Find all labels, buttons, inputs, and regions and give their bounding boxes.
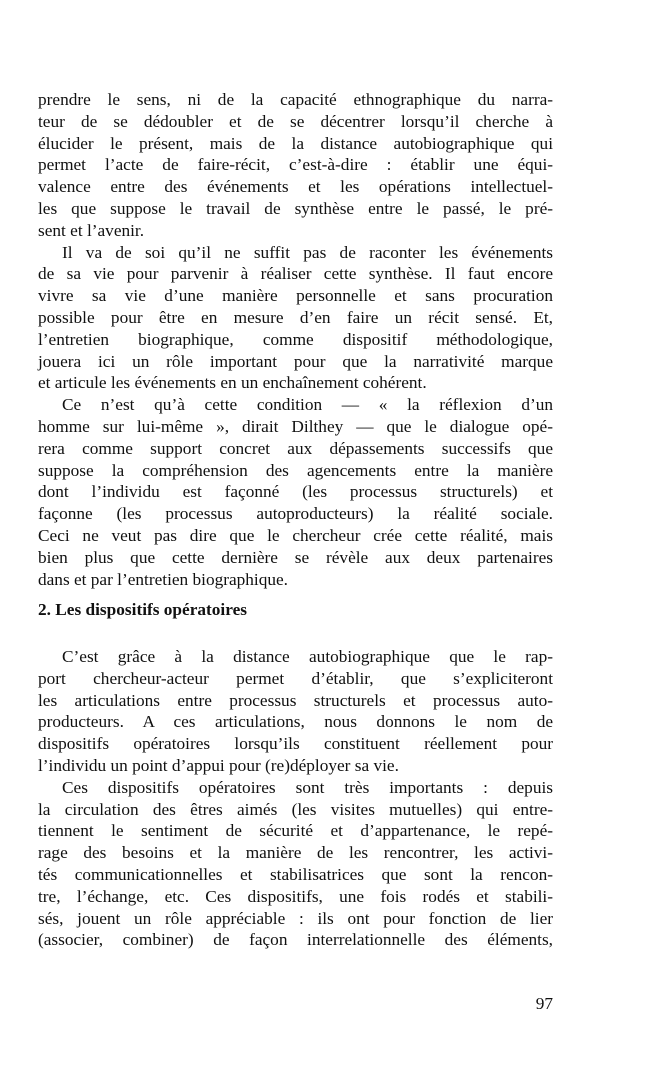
paragraph	[38, 394, 553, 590]
text-line: sent et l’avenir.	[38, 220, 145, 240]
text-line: suppose la compréhension des agencements entre la manière	[38, 460, 553, 480]
text-line: Ceci ne veut pas dire que le chercheur crée cette réalité, mais	[38, 525, 553, 545]
text-line: prendre le sens, ni de la capacité ethnographique du narra-	[38, 90, 553, 109]
paragraph	[38, 89, 553, 242]
text-line: bien plus que cette dernière se révèle aux deux partenaires	[38, 547, 553, 567]
text-line: possible pour être en mesure d’en faire un récit sensé. Et,	[38, 307, 553, 327]
text-line: Ce n’est qu’à cette condition — « la réflexion d’un	[62, 395, 553, 415]
text-line: port chercheur-acteur permet d’établir, que s’expliciteront	[38, 668, 553, 688]
section-heading: 2. Les dispositifs opératoires	[38, 600, 247, 619]
page-number: 97	[535, 994, 553, 1013]
text-line: valence entre des événements et les opérations intellectuel-	[38, 177, 553, 197]
text-line: élucider le présent, mais de la distance autobiographique qui	[38, 133, 553, 153]
text-line: les que suppose le travail de synthèse entre le passé, le pré-	[38, 198, 553, 218]
text-line: de sa vie pour parvenir à réaliser cette synthèse. Il faut encore	[38, 264, 553, 284]
text-line: Il va de soi qu’il ne suffit pas de raconter les événements	[62, 242, 553, 262]
paragraph	[38, 242, 553, 395]
paragraph	[38, 777, 553, 951]
text-line: homme sur lui-même », dirait Dilthey — que le dialogue opé-	[38, 416, 553, 436]
text-line: vivre sa vie d’une manière personnelle et sans procuration	[38, 286, 553, 306]
text-line: rage des besoins et la manière de les rencontrer, les activi-	[38, 843, 553, 863]
text-line: et articule les événements en un enchaînement cohérent.	[38, 373, 427, 393]
text-line: dispositifs opératoires lorsqu’ils constituent réellement pour	[38, 734, 553, 754]
paragraph	[38, 646, 553, 777]
text-line: dont l’individu est façonné (les processus structurels) et	[38, 482, 553, 502]
text-line: sés, jouent un rôle appréciable : ils ont pour fonction de lier	[38, 908, 553, 928]
text-line: tre, l’échange, etc. Ces dispositifs, une fois rodés et stabili-	[38, 886, 553, 906]
text-line: dans et par l’entretien biographique.	[38, 569, 289, 589]
text-line: tés communicationnelles et stabilisatrices que sont la rencon-	[38, 864, 553, 884]
text-line: jouera ici un rôle important pour que la narrativité marque	[38, 351, 553, 371]
text-line: l’entretien biographique, comme dispositif méthodologique,	[38, 329, 553, 349]
text-line: façonne (les processus autoproducteurs) la réalité sociale.	[38, 504, 553, 524]
text-line: producteurs. A ces articulations, nous donnons le nom de	[38, 712, 553, 732]
text-line: Ces dispositifs opératoires sont très importants : depuis	[62, 777, 553, 797]
text-line: tiennent le sentiment de sécurité et d’appartenance, le repé-	[38, 821, 553, 841]
body-text-section-1	[38, 89, 553, 590]
text-line: rera comme support concret aux dépassements successifs que	[38, 438, 553, 458]
body-text-section-2	[38, 646, 553, 951]
text-line: l’individu un point d’appui pour (re)déployer sa vie.	[38, 755, 399, 775]
text-line: permet l’acte de faire-récit, c’est-à-dire : établir une équi-	[38, 155, 553, 175]
text-line: les articulations entre processus structurels et processus auto-	[38, 690, 553, 710]
text-line: C’est grâce à la distance autobiographique que le rap-	[62, 647, 553, 666]
text-line: teur de se dédoubler et de se décentrer lorsqu’il cherche à	[38, 111, 553, 131]
text-line: la circulation des êtres aimés (les visites mutuelles) qui entre-	[38, 799, 553, 819]
text-line: (associer, combiner) de façon interrelationnelle des éléments,	[38, 930, 553, 950]
